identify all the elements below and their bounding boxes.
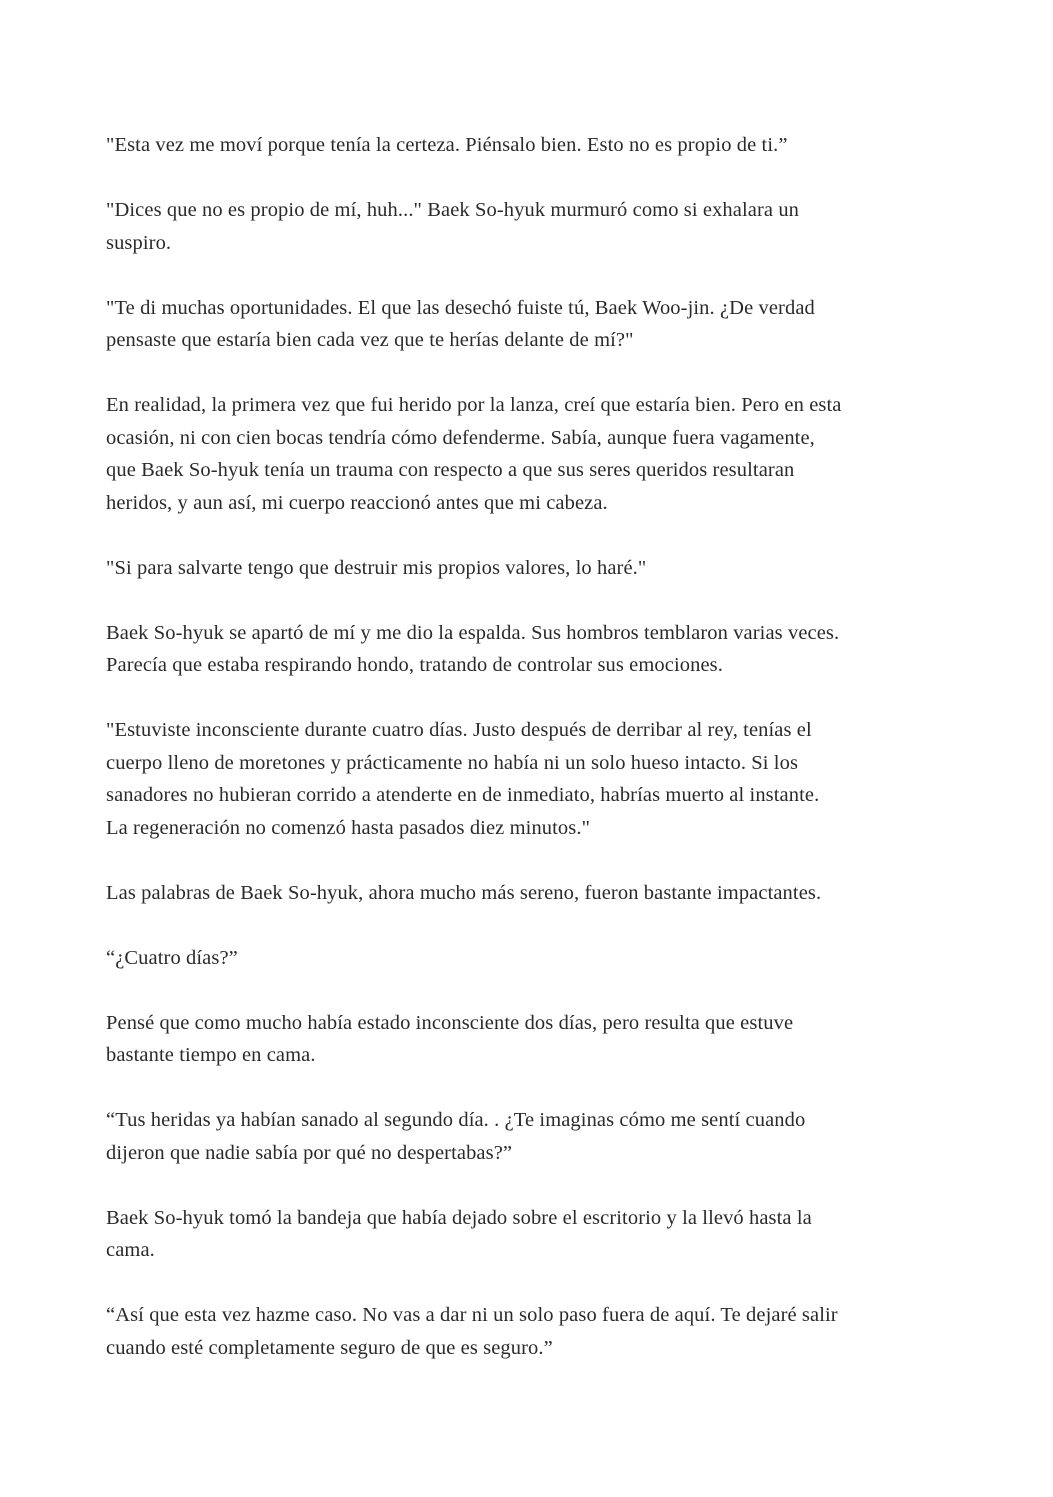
text-line: “¿Cuatro días?”	[106, 946, 238, 969]
text-line: Pensé que como mucho había estado inconsciente dos días, pero resulta que estuve	[106, 1011, 794, 1034]
text-line: "Si para salvarte tengo que destruir mis propios valores, lo haré."	[106, 556, 647, 579]
text-line: “Así que esta vez hazme caso. No vas a dar ni un solo paso fuera de aquí. Te dejaré salir	[106, 1304, 838, 1326]
text-line: pensaste que estaría bien cada vez que te herías delante de mí?"	[106, 329, 634, 351]
text-line: ocasión, ni con cien bocas tendría cómo defenderme. Sabía, aunque fuera vagamente,	[106, 426, 815, 449]
text-line: "Estuviste inconsciente durante cuatro días. Justo después de derribar al rey, tenías el	[106, 719, 812, 741]
paragraph-5	[106, 552, 951, 585]
text-line: sanadores no hubieran corrido a atenderte en de inmediato, habrías muerto al instante.	[106, 784, 820, 806]
text-line: En realidad, la primera vez que fui herido por la lanza, creí que estaría bien. Pero en esta	[106, 394, 842, 416]
document-page	[106, 129, 951, 1397]
paragraph-12	[106, 1202, 951, 1267]
text-line: cuerpo lleno de moretones y prácticamente no había ni un solo hueso intacto. Si los	[106, 751, 799, 774]
text-line: “Tus heridas ya habían sanado al segundo día. . ¿Te imaginas cómo me sentí cuando	[106, 1109, 806, 1131]
text-line: "Te di muchas oportunidades. El que las desechó fuiste tú, Baek Woo-jin. ¿De verdad	[106, 296, 815, 319]
text-line: cuando esté completamente seguro de que es seguro.”	[106, 1336, 553, 1359]
text-line: Las palabras de Baek So-hyuk, ahora mucho más sereno, fueron bastante impactantes.	[106, 881, 822, 904]
paragraph-2	[106, 194, 951, 259]
paragraph-6	[106, 617, 951, 682]
text-line: suspiro.	[106, 231, 172, 254]
text-line: Baek So-hyuk se apartó de mí y me dio la espalda. Sus hombros temblaron varias veces.	[106, 621, 840, 644]
text-line: La regeneración no comenzó hasta pasados diez minutos."	[106, 816, 591, 839]
text-line: bastante tiempo en cama.	[106, 1044, 316, 1066]
paragraph-11	[106, 1104, 951, 1169]
paragraph-3	[106, 292, 951, 357]
text-line: cama.	[106, 1239, 155, 1261]
paragraph-8	[106, 877, 951, 910]
paragraph-1	[106, 129, 951, 162]
text-line: Baek So-hyuk tomó la bandeja que había dejado sobre el escritorio y la llevó hasta la	[106, 1206, 812, 1229]
paragraph-4	[106, 389, 951, 519]
text-line: que Baek So-hyuk tenía un trauma con respecto a que sus seres queridos resultaran	[106, 459, 795, 481]
text-line: dijeron que nadie sabía por qué no despertabas?”	[106, 1141, 513, 1164]
paragraph-13	[106, 1299, 951, 1364]
paragraph-7	[106, 714, 951, 844]
paragraph-9	[106, 942, 951, 975]
paragraph-10	[106, 1007, 951, 1072]
text-line: "Dices que no es propio de mí, huh..." Baek So-hyuk murmuró como si exhalara un	[106, 199, 800, 221]
text-line: heridos, y aun así, mi cuerpo reaccionó antes que mi cabeza.	[106, 491, 608, 514]
text-line: "Esta vez me moví porque tenía la certeza. Piénsalo bien. Esto no es propio de ti.”	[106, 134, 788, 156]
text-line: Parecía que estaba respirando hondo, tratando de controlar sus emociones.	[106, 654, 723, 676]
